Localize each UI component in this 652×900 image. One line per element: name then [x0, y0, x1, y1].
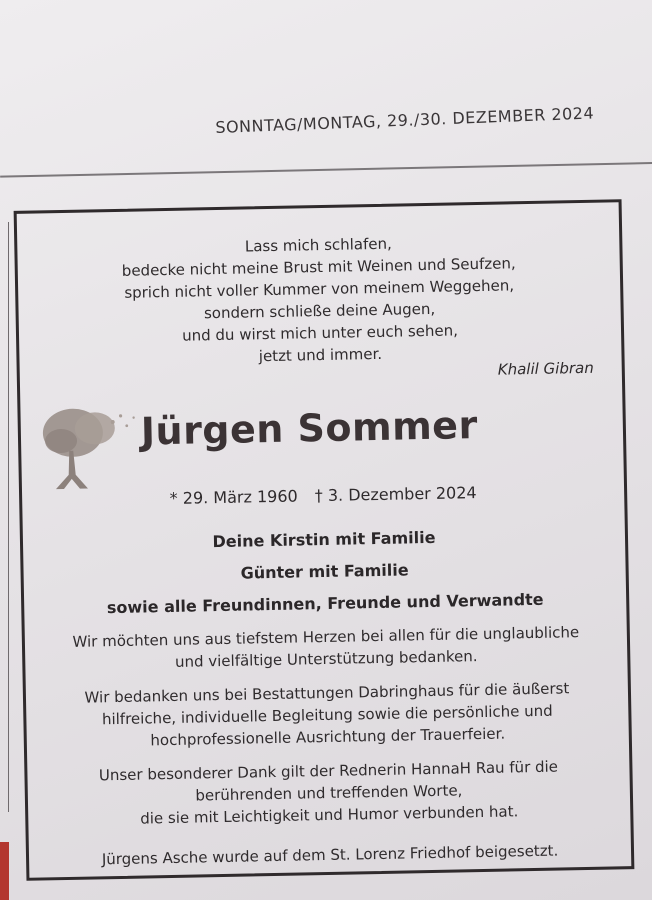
speaker-paragraph	[27, 754, 630, 832]
poem-line: sondern schließe deine Augen,	[203, 299, 436, 323]
header-rule	[0, 162, 652, 178]
adjacent-red-mark	[0, 842, 9, 900]
paragraph-line: hochprofessionelle Ausrichtung der Trauerfeier.	[150, 724, 506, 750]
poem-line: bedecke nicht meine Brust mit Weinen und Seufzen,	[121, 254, 516, 280]
poem-line: jetzt und immer.	[258, 344, 383, 366]
deceased-name: Jürgen Sommer	[140, 403, 479, 454]
birth-date: * 29. März 1960	[169, 486, 298, 508]
paragraph-line: Wir möchten uns aus tiefstem Herzen bei allen für die unglaubliche	[72, 623, 580, 651]
adjacent-column-edge	[0, 222, 9, 812]
mourners	[23, 518, 627, 626]
mourner-line: Günter mit Familie	[240, 560, 409, 583]
death-date: † 3. Dezember 2024	[314, 483, 477, 506]
obituary-notice	[14, 199, 635, 881]
paragraph-line: und vielfältige Unterstützung bedanken.	[174, 647, 478, 671]
thanks-paragraph	[25, 620, 628, 676]
windblown-tree-icon	[34, 391, 146, 503]
mourner-line: Deine Kirstin mit Familie	[212, 527, 436, 552]
funeral-home-paragraph	[26, 676, 629, 754]
issue-date-header: SONNTAG/MONTAG, 29./30. DEZEMBER 2024	[215, 103, 595, 137]
burial-paragraph	[29, 838, 631, 872]
mourner-line: sowie alle Freundinnen, Freunde und Verwandte	[106, 589, 544, 618]
paragraph-line: Unser besonderer Dank gilt der Rednerin HannaH Rau für die	[98, 757, 559, 785]
poem-line: Lass mich schlafen,	[244, 234, 392, 256]
poem-line: und du wirst mich unter euch sehen,	[181, 321, 459, 345]
paragraph-line: berührenden und treffenden Worte,	[195, 781, 463, 805]
paragraph-line: Wir bedanken uns bei Bestattungen Dabringhaus für die äußerst	[84, 679, 570, 707]
poem-line: sprich nicht voller Kummer von meinem Weggehen,	[124, 276, 515, 302]
poem-author: Khalil Gibran	[497, 358, 594, 379]
paragraph-line: hilfreiche, individuelle Begleitung sowie die persönliche und	[101, 701, 553, 729]
paragraph-line: die sie mit Leichtigkeit und Humor verbunden hat.	[140, 802, 519, 828]
paragraph-line: Jürgens Asche wurde auf dem St. Lorenz Friedhof beigesetzt.	[101, 841, 559, 869]
poem	[17, 228, 621, 372]
